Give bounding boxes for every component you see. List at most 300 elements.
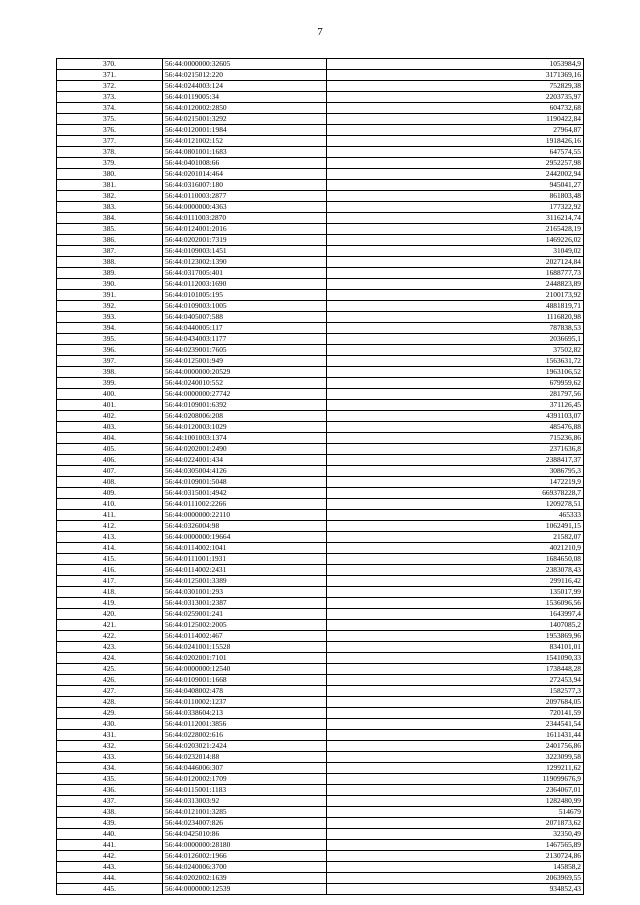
table-row (57, 730, 584, 741)
cadastral-value: 465333 (327, 510, 584, 521)
table-row (57, 290, 584, 301)
cadastral-value: 1116820,98 (327, 312, 584, 323)
table-row (57, 411, 584, 422)
cadastral-value: 715236,86 (327, 433, 584, 444)
cadastral-value: 2371636,8 (327, 444, 584, 455)
row-number: 374. (57, 103, 163, 114)
table-row (57, 873, 584, 884)
cadastral-value: 2071873,62 (327, 818, 584, 829)
table-row (57, 499, 584, 510)
row-number: 386. (57, 235, 163, 246)
table-row (57, 774, 584, 785)
row-number: 396. (57, 345, 163, 356)
cadastral-value: 2442002,94 (327, 169, 584, 180)
cadastral-number: 56:44:0111002:2266 (163, 499, 327, 510)
table-row (57, 334, 584, 345)
cadastral-number: 56:44:0000000:22110 (163, 510, 327, 521)
cadastral-number: 56:44:0125002:2005 (163, 620, 327, 631)
cadastral-number: 56:44:0109003:1005 (163, 301, 327, 312)
row-number: 401. (57, 400, 163, 411)
cadastral-value: 177322,92 (327, 202, 584, 213)
cadastral-number: 56:44:0125001:949 (163, 356, 327, 367)
cadastral-value: 720141,59 (327, 708, 584, 719)
cadastral-value: 485476,88 (327, 422, 584, 433)
cadastral-value: 3086795,3 (327, 466, 584, 477)
cadastral-value: 2344541,54 (327, 719, 584, 730)
table-row (57, 81, 584, 92)
table-row (57, 565, 584, 576)
table-row (57, 609, 584, 620)
cadastral-value: 1918426,16 (327, 136, 584, 147)
row-number: 388. (57, 257, 163, 268)
cadastral-number: 56:44:0241001:15528 (163, 642, 327, 653)
cadastral-number: 56:44:0109003:1451 (163, 246, 327, 257)
row-number: 372. (57, 81, 163, 92)
cadastral-number: 56:44:0000000:20529 (163, 367, 327, 378)
row-number: 410. (57, 499, 163, 510)
cadastral-value: 2388417,37 (327, 455, 584, 466)
row-number: 426. (57, 675, 163, 686)
table-row (57, 477, 584, 488)
cadastral-number: 56:44:0301001:293 (163, 587, 327, 598)
cadastral-value: 2036695,1 (327, 334, 584, 345)
table-row (57, 488, 584, 499)
row-number: 412. (57, 521, 163, 532)
cadastral-value: 1953869,96 (327, 631, 584, 642)
cadastral-value: 2063969,55 (327, 873, 584, 884)
cadastral-value: 27964,87 (327, 125, 584, 136)
table-row (57, 763, 584, 774)
table-row (57, 213, 584, 224)
cadastral-value: 934852,43 (327, 884, 584, 895)
table-row (57, 840, 584, 851)
cadastral-number: 56:44:0326004:98 (163, 521, 327, 532)
cadastral-number: 56:44:0109001:6392 (163, 400, 327, 411)
table-row (57, 554, 584, 565)
table-row (57, 785, 584, 796)
row-number: 425. (57, 664, 163, 675)
table-row (57, 466, 584, 477)
cadastral-value: 1684650,08 (327, 554, 584, 565)
cadastral-number: 56:44:0111003:2870 (163, 213, 327, 224)
table-row (57, 884, 584, 895)
cadastral-number: 56:44:0202002:1639 (163, 873, 327, 884)
table-row (57, 224, 584, 235)
cadastral-value: 119099676,9 (327, 774, 584, 785)
row-number: 376. (57, 125, 163, 136)
row-number: 411. (57, 510, 163, 521)
row-number: 370. (57, 59, 163, 70)
row-number: 390. (57, 279, 163, 290)
cadastral-number: 56:44:0338604:213 (163, 708, 327, 719)
table-row (57, 400, 584, 411)
table-row (57, 59, 584, 70)
cadastral-number: 56:44:0215001:3292 (163, 114, 327, 125)
row-number: 379. (57, 158, 163, 169)
table-row (57, 246, 584, 257)
row-number: 436. (57, 785, 163, 796)
cadastral-number: 56:44:0114002:1041 (163, 543, 327, 554)
cadastral-value: 2448823,89 (327, 279, 584, 290)
cadastral-number: 56:44:0202001:2490 (163, 444, 327, 455)
table-row (57, 345, 584, 356)
cadastral-value: 1582577,3 (327, 686, 584, 697)
cadastral-number: 56:44:0240010:552 (163, 378, 327, 389)
cadastral-number: 56:44:0313003:92 (163, 796, 327, 807)
table-row (57, 422, 584, 433)
cadastral-number: 56:44:0201014:464 (163, 169, 327, 180)
table-row (57, 510, 584, 521)
cadastral-number: 56:44:0239001:7605 (163, 345, 327, 356)
row-number: 408. (57, 477, 163, 488)
cadastral-number: 56:44:0240006:3700 (163, 862, 327, 873)
cadastral-value: 514679 (327, 807, 584, 818)
table-row (57, 708, 584, 719)
table-row (57, 675, 584, 686)
cadastral-value: 787838,53 (327, 323, 584, 334)
table-row (57, 169, 584, 180)
cadastral-value: 1688777,73 (327, 268, 584, 279)
table-row (57, 598, 584, 609)
cadastral-number: 56:44:0317005:401 (163, 268, 327, 279)
cadastral-number: 56:44:0315001:4942 (163, 488, 327, 499)
cadastral-number: 56:44:0119005:34 (163, 92, 327, 103)
row-number: 373. (57, 92, 163, 103)
cadastral-number: 56:44:0446006:307 (163, 763, 327, 774)
cadastral-value: 1472219,9 (327, 477, 584, 488)
table-row (57, 279, 584, 290)
cadastral-value: 1467565,89 (327, 840, 584, 851)
row-number: 405. (57, 444, 163, 455)
row-number: 444. (57, 873, 163, 884)
cadastral-number: 56:44:0425010:86 (163, 829, 327, 840)
cadastral-number: 56:44:0000000:19664 (163, 532, 327, 543)
cadastral-number: 56:44:0405007:588 (163, 312, 327, 323)
cadastral-number: 56:44:0313001:2387 (163, 598, 327, 609)
table-row (57, 378, 584, 389)
row-number: 428. (57, 697, 163, 708)
cadastral-value: 1209278,51 (327, 499, 584, 510)
cadastral-number: 56:44:0224001:434 (163, 455, 327, 466)
table-row (57, 620, 584, 631)
page-number: 7 (317, 26, 323, 38)
table-row (57, 114, 584, 125)
cadastral-value: 3116214,74 (327, 213, 584, 224)
cadastral-value: 1563631,72 (327, 356, 584, 367)
cadastral-number: 56:44:0000000:28180 (163, 840, 327, 851)
cadastral-value: 4021210,9 (327, 543, 584, 554)
row-number: 424. (57, 653, 163, 664)
cadastral-number: 56:44:0101005:195 (163, 290, 327, 301)
cadastral-number: 56:44:0120002:1709 (163, 774, 327, 785)
table-row (57, 125, 584, 136)
table-row (57, 136, 584, 147)
table-row (57, 433, 584, 444)
table-row (57, 807, 584, 818)
row-number: 371. (57, 70, 163, 81)
row-number: 417. (57, 576, 163, 587)
row-number: 378. (57, 147, 163, 158)
row-number: 383. (57, 202, 163, 213)
cadastral-number: 56:44:0126002:1966 (163, 851, 327, 862)
row-number: 434. (57, 763, 163, 774)
row-number: 387. (57, 246, 163, 257)
cadastral-table (56, 58, 584, 895)
cadastral-value: 2097684,05 (327, 697, 584, 708)
table-row (57, 323, 584, 334)
row-number: 443. (57, 862, 163, 873)
cadastral-value: 861803,48 (327, 191, 584, 202)
cadastral-value: 1299211,62 (327, 763, 584, 774)
cadastral-number: 56:44:0232014:88 (163, 752, 327, 763)
table-row (57, 455, 584, 466)
row-number: 382. (57, 191, 163, 202)
cadastral-number: 56:44:0120003:1029 (163, 422, 327, 433)
cadastral-value: 3171369,16 (327, 70, 584, 81)
cadastral-value: 1407085,2 (327, 620, 584, 631)
table-row (57, 312, 584, 323)
table-row (57, 664, 584, 675)
cadastral-value: 371126,45 (327, 400, 584, 411)
row-number: 404. (57, 433, 163, 444)
row-number: 391. (57, 290, 163, 301)
row-number: 420. (57, 609, 163, 620)
cadastral-value: 647574,55 (327, 147, 584, 158)
cadastral-number: 56:44:0434003:1177 (163, 334, 327, 345)
cadastral-value: 281797,56 (327, 389, 584, 400)
cadastral-value: 37502,82 (327, 345, 584, 356)
cadastral-value: 145858,2 (327, 862, 584, 873)
cadastral-number: 56:44:0000000:27742 (163, 389, 327, 400)
cadastral-value: 4391103,07 (327, 411, 584, 422)
row-number: 398. (57, 367, 163, 378)
table-row (57, 741, 584, 752)
table-body (57, 59, 584, 895)
cadastral-value: 2383078,43 (327, 565, 584, 576)
cadastral-number: 56:44:0316007:180 (163, 180, 327, 191)
cadastral-number: 56:44:0121001:3285 (163, 807, 327, 818)
row-number: 422. (57, 631, 163, 642)
table-row (57, 389, 584, 400)
row-number: 439. (57, 818, 163, 829)
cadastral-value: 2203735,97 (327, 92, 584, 103)
table-row (57, 862, 584, 873)
cadastral-value: 1738448,28 (327, 664, 584, 675)
cadastral-value: 32350,49 (327, 829, 584, 840)
cadastral-number: 56:44:0114002:467 (163, 631, 327, 642)
cadastral-value: 1643997,4 (327, 609, 584, 620)
row-number: 441. (57, 840, 163, 851)
row-number: 380. (57, 169, 163, 180)
row-number: 418. (57, 587, 163, 598)
table-row (57, 587, 584, 598)
cadastral-value: 1062491,15 (327, 521, 584, 532)
row-number: 435. (57, 774, 163, 785)
table-row (57, 92, 584, 103)
cadastral-value: 679959,62 (327, 378, 584, 389)
cadastral-value: 834101,01 (327, 642, 584, 653)
row-number: 423. (57, 642, 163, 653)
cadastral-number: 56:44:0000000:12539 (163, 884, 327, 895)
cadastral-number: 56:44:0110003:2877 (163, 191, 327, 202)
row-number: 431. (57, 730, 163, 741)
table-row (57, 686, 584, 697)
row-number: 415. (57, 554, 163, 565)
row-number: 429. (57, 708, 163, 719)
row-number: 384. (57, 213, 163, 224)
cadastral-value: 135017,99 (327, 587, 584, 598)
cadastral-number: 56:44:0202001:7101 (163, 653, 327, 664)
cadastral-number: 56:44:0208006:208 (163, 411, 327, 422)
cadastral-number: 56:44:0401008:66 (163, 158, 327, 169)
cadastral-number: 56:44:0440005:117 (163, 323, 327, 334)
cadastral-value: 2952257,98 (327, 158, 584, 169)
row-number: 400. (57, 389, 163, 400)
cadastral-number: 56:44:0000000:4363 (163, 202, 327, 213)
cadastral-number: 56:44:0109001:5048 (163, 477, 327, 488)
cadastral-value: 1282480,99 (327, 796, 584, 807)
cadastral-value: 752829,38 (327, 81, 584, 92)
row-number: 381. (57, 180, 163, 191)
row-number: 438. (57, 807, 163, 818)
cadastral-value: 21582,07 (327, 532, 584, 543)
table-row (57, 367, 584, 378)
cadastral-value: 2130724,86 (327, 851, 584, 862)
row-number: 414. (57, 543, 163, 554)
row-number: 389. (57, 268, 163, 279)
cadastral-value: 2100173,92 (327, 290, 584, 301)
table-row (57, 147, 584, 158)
cadastral-value: 1053984,9 (327, 59, 584, 70)
row-number: 393. (57, 312, 163, 323)
row-number: 419. (57, 598, 163, 609)
table-row (57, 642, 584, 653)
table-row (57, 543, 584, 554)
cadastral-number: 56:44:0120002:2850 (163, 103, 327, 114)
cadastral-value: 669378228,7 (327, 488, 584, 499)
row-number: 433. (57, 752, 163, 763)
cadastral-value: 2401756,86 (327, 741, 584, 752)
cadastral-number: 56:44:0801001:1683 (163, 147, 327, 158)
cadastral-number: 56:44:0111001:1931 (163, 554, 327, 565)
row-number: 406. (57, 455, 163, 466)
row-number: 416. (57, 565, 163, 576)
row-number: 421. (57, 620, 163, 631)
table-row (57, 818, 584, 829)
cadastral-number: 56:44:1001003:1374 (163, 433, 327, 444)
table-row (57, 301, 584, 312)
cadastral-number: 56:44:0124001:2016 (163, 224, 327, 235)
table-row (57, 158, 584, 169)
cadastral-number: 56:44:0234007:826 (163, 818, 327, 829)
row-number: 413. (57, 532, 163, 543)
row-number: 407. (57, 466, 163, 477)
cadastral-number: 56:44:0000000:12540 (163, 664, 327, 675)
table-row (57, 257, 584, 268)
table-row (57, 829, 584, 840)
table-row (57, 521, 584, 532)
cadastral-value: 272453,94 (327, 675, 584, 686)
cadastral-value: 2364067,01 (327, 785, 584, 796)
row-number: 440. (57, 829, 163, 840)
cadastral-value: 1536096,56 (327, 598, 584, 609)
cadastral-value: 2027124,84 (327, 257, 584, 268)
table-row (57, 576, 584, 587)
row-number: 403. (57, 422, 163, 433)
row-number: 445. (57, 884, 163, 895)
cadastral-value: 31049,02 (327, 246, 584, 257)
cadastral-value: 1190422,84 (327, 114, 584, 125)
table-row (57, 532, 584, 543)
row-number: 442. (57, 851, 163, 862)
table-row (57, 719, 584, 730)
row-number: 392. (57, 301, 163, 312)
row-number: 427. (57, 686, 163, 697)
cadastral-value: 1469226,02 (327, 235, 584, 246)
row-number: 375. (57, 114, 163, 125)
row-number: 430. (57, 719, 163, 730)
cadastral-value: 4881819,71 (327, 301, 584, 312)
cadastral-number: 56:44:0259001:241 (163, 609, 327, 620)
cadastral-number: 56:44:0121002:152 (163, 136, 327, 147)
table-row (57, 180, 584, 191)
table-row (57, 202, 584, 213)
cadastral-number: 56:44:0202001:7319 (163, 235, 327, 246)
cadastral-value: 1541090,33 (327, 653, 584, 664)
cadastral-number: 56:44:0112003:1690 (163, 279, 327, 290)
cadastral-number: 56:44:0115001:1183 (163, 785, 327, 796)
table-row (57, 631, 584, 642)
cadastral-number: 56:44:0110002:1237 (163, 697, 327, 708)
row-number: 385. (57, 224, 163, 235)
cadastral-number: 56:44:0112001:3856 (163, 719, 327, 730)
row-number: 432. (57, 741, 163, 752)
cadastral-number: 56:44:0228002:616 (163, 730, 327, 741)
cadastral-number: 56:44:0120001:1984 (163, 125, 327, 136)
table-row (57, 235, 584, 246)
table-row (57, 851, 584, 862)
cadastral-value: 1611431,44 (327, 730, 584, 741)
row-number: 409. (57, 488, 163, 499)
table-row (57, 796, 584, 807)
row-number: 395. (57, 334, 163, 345)
cadastral-number: 56:44:0244003:124 (163, 81, 327, 92)
cadastral-value: 945041,27 (327, 180, 584, 191)
cadastral-number: 56:44:0114002:2431 (163, 565, 327, 576)
cadastral-value: 299116,42 (327, 576, 584, 587)
cadastral-value: 3223099,58 (327, 752, 584, 763)
cadastral-number: 56:44:0109001:1668 (163, 675, 327, 686)
table-row (57, 653, 584, 664)
row-number: 402. (57, 411, 163, 422)
cadastral-number: 56:44:0000000:32605 (163, 59, 327, 70)
cadastral-value: 2165428,19 (327, 224, 584, 235)
row-number: 437. (57, 796, 163, 807)
cadastral-number: 56:44:0203021:2424 (163, 741, 327, 752)
table-row (57, 356, 584, 367)
row-number: 399. (57, 378, 163, 389)
table-row (57, 103, 584, 114)
cadastral-value: 1963106,52 (327, 367, 584, 378)
row-number: 397. (57, 356, 163, 367)
table-row (57, 70, 584, 81)
cadastral-number: 56:44:0215012:220 (163, 70, 327, 81)
table-row (57, 268, 584, 279)
cadastral-number: 56:44:0123002:1390 (163, 257, 327, 268)
cadastral-value: 604732,68 (327, 103, 584, 114)
table-row (57, 697, 584, 708)
table-row (57, 191, 584, 202)
